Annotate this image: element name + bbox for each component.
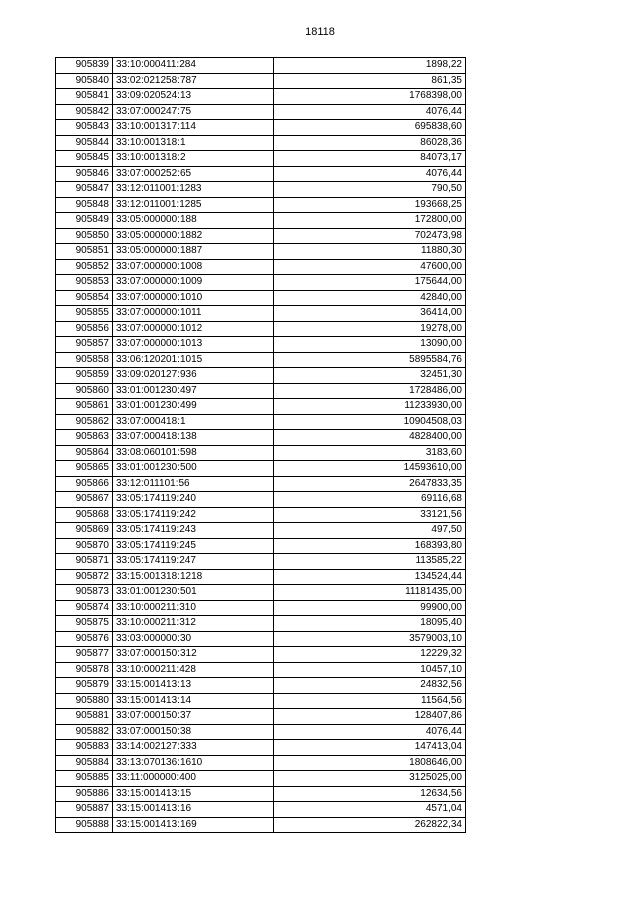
cadastral-number-cell: 33:07:000418:138 [113, 430, 274, 446]
cadastral-number-cell: 33:05:174119:243 [113, 523, 274, 539]
table-row [56, 135, 466, 151]
table-row [56, 352, 466, 368]
row-id-cell: 905840 [56, 73, 113, 89]
row-id-cell: 905885 [56, 771, 113, 787]
cadastral-number-cell: 33:07:000418:1 [113, 414, 274, 430]
table-row [56, 197, 466, 213]
row-id-cell: 905871 [56, 554, 113, 570]
table-row [56, 647, 466, 663]
row-id-cell: 905864 [56, 445, 113, 461]
page-number: 18118 [305, 26, 335, 38]
table-row [56, 244, 466, 260]
table-row [56, 523, 466, 539]
cadastral-number-cell: 33:07:000252:65 [113, 166, 274, 182]
cadastral-number-cell: 33:10:000211:312 [113, 616, 274, 632]
table-row [56, 73, 466, 89]
table-row [56, 120, 466, 136]
value-cell: 134524,44 [274, 569, 466, 585]
table-row [56, 368, 466, 384]
row-id-cell: 905882 [56, 724, 113, 740]
row-id-cell: 905870 [56, 538, 113, 554]
value-cell: 2647833,35 [274, 476, 466, 492]
row-id-cell: 905855 [56, 306, 113, 322]
row-id-cell: 905878 [56, 662, 113, 678]
cadastral-number-cell: 33:10:001318:1 [113, 135, 274, 151]
table-row [56, 817, 466, 833]
value-cell: 11233930,00 [274, 399, 466, 415]
row-id-cell: 905876 [56, 631, 113, 647]
row-id-cell: 905866 [56, 476, 113, 492]
table-row [56, 228, 466, 244]
row-id-cell: 905886 [56, 786, 113, 802]
cadastral-number-cell: 33:06:120201:1015 [113, 352, 274, 368]
table-row [56, 771, 466, 787]
row-id-cell: 905839 [56, 58, 113, 74]
value-cell: 12229,32 [274, 647, 466, 663]
value-cell: 3125025,00 [274, 771, 466, 787]
cadastral-number-cell: 33:10:001317:114 [113, 120, 274, 136]
value-cell: 3183,60 [274, 445, 466, 461]
value-cell: 4076,44 [274, 166, 466, 182]
value-cell: 1808646,00 [274, 755, 466, 771]
value-cell: 24832,56 [274, 678, 466, 694]
cadastral-number-cell: 33:05:000000:1882 [113, 228, 274, 244]
row-id-cell: 905865 [56, 461, 113, 477]
cadastral-number-cell: 33:07:000000:1010 [113, 290, 274, 306]
table-row [56, 538, 466, 554]
value-cell: 47600,00 [274, 259, 466, 275]
row-id-cell: 905862 [56, 414, 113, 430]
row-id-cell: 905858 [56, 352, 113, 368]
cadastral-number-cell: 33:05:174119:245 [113, 538, 274, 554]
value-cell: 18095,40 [274, 616, 466, 632]
table-row [56, 58, 466, 74]
row-id-cell: 905843 [56, 120, 113, 136]
row-id-cell: 905848 [56, 197, 113, 213]
table-row [56, 802, 466, 818]
cadastral-number-cell: 33:12:011001:1285 [113, 197, 274, 213]
row-id-cell: 905884 [56, 755, 113, 771]
cadastral-number-cell: 33:12:011101:56 [113, 476, 274, 492]
row-id-cell: 905887 [56, 802, 113, 818]
cadastral-number-cell: 33:01:001230:497 [113, 383, 274, 399]
value-cell: 32451,30 [274, 368, 466, 384]
cadastral-number-cell: 33:05:000000:188 [113, 213, 274, 229]
row-id-cell: 905846 [56, 166, 113, 182]
value-cell: 99900,00 [274, 600, 466, 616]
value-cell: 1768398,00 [274, 89, 466, 105]
table-row [56, 337, 466, 353]
value-cell: 11181435,00 [274, 585, 466, 601]
row-id-cell: 905856 [56, 321, 113, 337]
value-cell: 42840,00 [274, 290, 466, 306]
table-row [56, 414, 466, 430]
row-id-cell: 905883 [56, 740, 113, 756]
cadastral-number-cell: 33:10:000411:284 [113, 58, 274, 74]
table-row [56, 662, 466, 678]
row-id-cell: 905860 [56, 383, 113, 399]
table-row [56, 476, 466, 492]
table-row [56, 554, 466, 570]
cadastral-number-cell: 33:05:174119:242 [113, 507, 274, 523]
cadastral-number-cell: 33:01:001230:499 [113, 399, 274, 415]
value-cell: 695838,60 [274, 120, 466, 136]
cadastral-number-cell: 33:07:000150:38 [113, 724, 274, 740]
cadastral-number-cell: 33:15:001413:169 [113, 817, 274, 833]
table-row [56, 678, 466, 694]
cadastral-number-cell: 33:10:000211:428 [113, 662, 274, 678]
row-id-cell: 905853 [56, 275, 113, 291]
row-id-cell: 905842 [56, 104, 113, 120]
cadastral-number-cell: 33:01:001230:500 [113, 461, 274, 477]
cadastral-number-cell: 33:11:000000:400 [113, 771, 274, 787]
row-id-cell: 905869 [56, 523, 113, 539]
table-row [56, 724, 466, 740]
row-id-cell: 905879 [56, 678, 113, 694]
cadastral-number-cell: 33:14:002127:333 [113, 740, 274, 756]
row-id-cell: 905874 [56, 600, 113, 616]
value-cell: 147413,04 [274, 740, 466, 756]
value-cell: 4828400,00 [274, 430, 466, 446]
cadastral-number-cell: 33:05:174119:240 [113, 492, 274, 508]
table-row [56, 104, 466, 120]
row-id-cell: 905857 [56, 337, 113, 353]
value-cell: 19278,00 [274, 321, 466, 337]
table-row [56, 166, 466, 182]
value-cell: 702473,98 [274, 228, 466, 244]
table-row [56, 213, 466, 229]
cadastral-number-cell: 33:09:020127:936 [113, 368, 274, 384]
table-row [56, 89, 466, 105]
cadastral-number-cell: 33:03:000000:30 [113, 631, 274, 647]
cadastral-number-cell: 33:09:020524:13 [113, 89, 274, 105]
value-cell: 3579003,10 [274, 631, 466, 647]
table-row [56, 290, 466, 306]
value-cell: 14593610,00 [274, 461, 466, 477]
cadastral-number-cell: 33:02:021258:787 [113, 73, 274, 89]
cadastral-number-cell: 33:08:060101:598 [113, 445, 274, 461]
row-id-cell: 905880 [56, 693, 113, 709]
value-cell: 790,50 [274, 182, 466, 198]
cadastral-number-cell: 33:12:011001:1283 [113, 182, 274, 198]
cadastral-number-cell: 33:15:001413:14 [113, 693, 274, 709]
cadastral-number-cell: 33:07:000150:37 [113, 709, 274, 725]
cadastral-number-cell: 33:07:000000:1013 [113, 337, 274, 353]
value-cell: 86028,36 [274, 135, 466, 151]
table-row [56, 492, 466, 508]
value-cell: 128407,86 [274, 709, 466, 725]
row-id-cell: 905844 [56, 135, 113, 151]
cadastral-number-cell: 33:07:000000:1011 [113, 306, 274, 322]
value-cell: 175644,00 [274, 275, 466, 291]
row-id-cell: 905841 [56, 89, 113, 105]
value-cell: 4571,04 [274, 802, 466, 818]
table-row [56, 461, 466, 477]
row-id-cell: 905849 [56, 213, 113, 229]
table-row [56, 275, 466, 291]
value-cell: 861,35 [274, 73, 466, 89]
cadastral-number-cell: 33:07:000000:1008 [113, 259, 274, 275]
table-row [56, 631, 466, 647]
row-id-cell: 905873 [56, 585, 113, 601]
cadastral-number-cell: 33:07:000247:75 [113, 104, 274, 120]
value-cell: 4076,44 [274, 724, 466, 740]
table-row [56, 569, 466, 585]
value-cell: 497,50 [274, 523, 466, 539]
table-row [56, 507, 466, 523]
records-table [55, 57, 466, 833]
value-cell: 10457,10 [274, 662, 466, 678]
table-row [56, 709, 466, 725]
table-row [56, 151, 466, 167]
table-row [56, 755, 466, 771]
table-row [56, 259, 466, 275]
row-id-cell: 905845 [56, 151, 113, 167]
value-cell: 172800,00 [274, 213, 466, 229]
cadastral-number-cell: 33:15:001413:16 [113, 802, 274, 818]
table-row [56, 600, 466, 616]
value-cell: 1728486,00 [274, 383, 466, 399]
row-id-cell: 905867 [56, 492, 113, 508]
value-cell: 33121,56 [274, 507, 466, 523]
cadastral-number-cell: 33:07:000000:1012 [113, 321, 274, 337]
table-row [56, 585, 466, 601]
value-cell: 84073,17 [274, 151, 466, 167]
value-cell: 11880,30 [274, 244, 466, 260]
value-cell: 4076,44 [274, 104, 466, 120]
table-row [56, 306, 466, 322]
value-cell: 113585,22 [274, 554, 466, 570]
row-id-cell: 905847 [56, 182, 113, 198]
cadastral-number-cell: 33:05:174119:247 [113, 554, 274, 570]
value-cell: 193668,25 [274, 197, 466, 213]
cadastral-number-cell: 33:07:000150:312 [113, 647, 274, 663]
row-id-cell: 905859 [56, 368, 113, 384]
table-row [56, 786, 466, 802]
table-row [56, 616, 466, 632]
value-cell: 262822,34 [274, 817, 466, 833]
table-row [56, 182, 466, 198]
cadastral-number-cell: 33:15:001413:13 [113, 678, 274, 694]
cadastral-number-cell: 33:15:001413:15 [113, 786, 274, 802]
cadastral-number-cell: 33:05:000000:1887 [113, 244, 274, 260]
cadastral-number-cell: 33:01:001230:501 [113, 585, 274, 601]
row-id-cell: 905875 [56, 616, 113, 632]
row-id-cell: 905872 [56, 569, 113, 585]
cadastral-number-cell: 33:13:070136:1610 [113, 755, 274, 771]
value-cell: 12634,56 [274, 786, 466, 802]
cadastral-number-cell: 33:15:001318:1218 [113, 569, 274, 585]
row-id-cell: 905868 [56, 507, 113, 523]
value-cell: 5895584,76 [274, 352, 466, 368]
row-id-cell: 905888 [56, 817, 113, 833]
table-row [56, 430, 466, 446]
value-cell: 36414,00 [274, 306, 466, 322]
cadastral-number-cell: 33:07:000000:1009 [113, 275, 274, 291]
table-row [56, 399, 466, 415]
table-row [56, 383, 466, 399]
value-cell: 168393,80 [274, 538, 466, 554]
table-row [56, 740, 466, 756]
row-id-cell: 905861 [56, 399, 113, 415]
row-id-cell: 905851 [56, 244, 113, 260]
row-id-cell: 905852 [56, 259, 113, 275]
table-row [56, 693, 466, 709]
records-table-body [56, 58, 466, 833]
value-cell: 1898,22 [274, 58, 466, 74]
value-cell: 13090,00 [274, 337, 466, 353]
cadastral-number-cell: 33:10:001318:2 [113, 151, 274, 167]
cadastral-number-cell: 33:10:000211:310 [113, 600, 274, 616]
row-id-cell: 905881 [56, 709, 113, 725]
row-id-cell: 905850 [56, 228, 113, 244]
value-cell: 69116,68 [274, 492, 466, 508]
row-id-cell: 905863 [56, 430, 113, 446]
table-row [56, 321, 466, 337]
row-id-cell: 905877 [56, 647, 113, 663]
table-row [56, 445, 466, 461]
row-id-cell: 905854 [56, 290, 113, 306]
value-cell: 11564,56 [274, 693, 466, 709]
value-cell: 10904508,03 [274, 414, 466, 430]
